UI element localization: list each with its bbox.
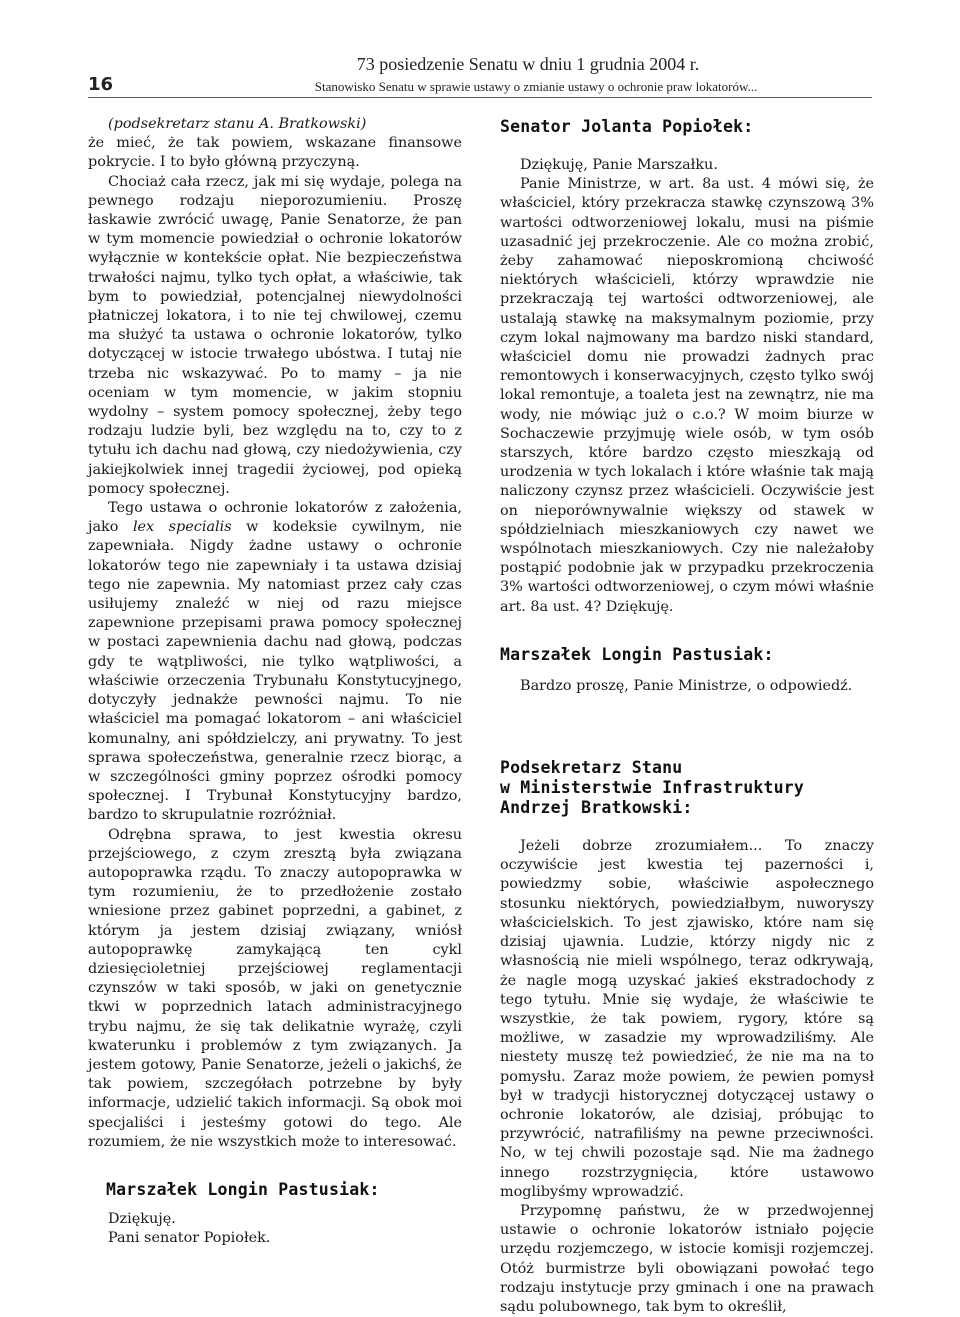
left-column	[88, 115, 462, 1248]
statement: Pani senator Popiołek.	[108, 1230, 271, 1247]
speaker-heading: Senator Jolanta Popiołek:	[500, 117, 754, 136]
speaker-title-line: Podsekretarz Stanu	[500, 758, 683, 778]
paragraph-text: Tego ustawa o ochronie lokatorów z założenia, jako	[88, 500, 462, 536]
running-subtitle: Stanowisko Senatu w sprawie ustawy o zmianie ustawy o ochronie praw lokatorów...	[314, 79, 758, 94]
speaker-title-line: Andrzej Bratkowski:	[500, 798, 693, 818]
statement: Dziękuję.	[108, 1210, 176, 1227]
paragraph: Przypomnę państwu, że w przedwojennej ustawie o ochronie lokatorów istniało pojęcie urzędu rozjemczego, w istocie komisji rozjemczej. Otóż burmistrze byli obowiązani powołać tego rodzaju instytucje przy gminach i one na prawach sądu polubownego, tak bym to określił,	[500, 1202, 874, 1315]
speaker-heading: Marszałek Longin Pastusiak:	[500, 644, 774, 664]
statement: Dziękuję, Panie Marszałku.	[520, 157, 718, 173]
paragraph-text: w kodeksie cywilnym, nie zapewniała. Nigdy żadne ustawy o ochronie lokatorów tego nie zapewniały i ta ustawa dzisiaj tego nie zapewnia. My natomiast przez cały czas usiłujemy znaleźć w niej od razu miejsce zapewnione przepisami prawa pomocy społecznej w postaci zapewnienia dachu nad głową, podczas gdy te wątpliwości, nie tylko wątpliwości, a właściwie orzeczenia Trybunału Konstytucyjnego, dotyczyły jednakże pewności najmu. To nie właściciel ma pomagać lokatorom – ani właściciel komunalny, ani spółdzielczy, ani prywatny. To jest sprawa społeczeństwa, generalnie rzecz biorąc, a w szczególności gminy poprzez ośrodki pomocy społecznej. I Trybunał Konstytucyjny bardzo, bardzo to skrupulatnie rozróżniał.	[88, 519, 463, 824]
paragraph: Panie Ministrze, w art. 8a ust. 4 mówi się, że właściciel, który przekracza stawkę czynszową 3% wartości odtworzeniowej lokalu, musi na piśmie uzasadnić jej przekroczenie. Ale co można zrobić, żeby zahamować nieposkromioną chciwość niektórych właścicieli, którzy wprawdzie nie przekraczają tej wartości odtworzeniowej, ale ustalają stawkę na maksymalnym poziomie, przy czym lokal najmowany ma bardzo niski standard, właściciel domu nie prowadzi żadnych prac remontowych i konserwacyjnych, często tylko swój lokal remontuje, a toaleta jest na zewnątrz, nie ma wody, nie mówiąc już o c.o.? W moim biurze w Sochaczewie przyjmuję wiele osób, w tym osób starszych, które bardzo często mieszkają od urodzenia w tych lokalach i które właśnie tak mają naliczony czynsz przez właścicieli. Oczywiście jest on nieporównywalnie większy od stawek w spółdzielniach mieszkaniowych czy nawet we wspólnotach mieszkaniowych. Czy nie należałoby postąpić podobnie jak w przypadku przekroczenia 3% wartości odtworzeniowej, o czym mówi właśnie art. 8a ust. 4? Dziękuję.	[500, 176, 874, 615]
paragraph: Jeżeli dobrze zrozumiałem... To znaczy oczywiście jest kwestia tej pazerności i, powiedzmy sobie, właściwie aspołecznego stosunku niektórych, powiedziałbym, nuworyszy właścicielskich. To jest zjawisko, które nam się dzisiaj ujawnia. Ludzie, którzy nigdy nic z własnością nie mieli wspólnego, teraz odkrywają, że nagle mogą uzyskać jakieś ekstradochody z tego tytułu. Mnie się wydaje, że właściwie te wszystkie, że tak powiem, rygory, które są możliwe, w zasadzie my wprowadziliśmy. Ale niestety muszę też powiedzieć, że nie ma na to pomysłu. Zaraz może powiem, że pewien pomysł był w tradycji historycznej dotyczącej ustawy o ochronie lokatorów, ale dzisiaj, próbując to przywrócić, natrafiliśmy na pewne przeciwności. No, w tej chwili pozostaje sąd. Nie ma żadnego innego rozstrzygnięcia, które ustawowo moglibyśmy wprowadzić.	[500, 838, 874, 1200]
statement: Bardzo proszę, Panie Ministrze, o odpowiedź.	[520, 677, 853, 694]
speaker-heading: Marszałek Longin Pastusiak:	[106, 1179, 380, 1199]
running-title: 73 posiedzenie Senatu w dniu 1 grudnia 2004 r.	[356, 54, 700, 74]
latin-term: lex specialis	[132, 519, 232, 536]
right-column	[500, 115, 874, 1317]
header-rule	[88, 97, 872, 98]
speaker-title-line: w Ministerstwie Infrastruktury	[500, 778, 805, 798]
page-number: 16	[88, 74, 114, 95]
speaker-note: (podsekretarz stanu A. Bratkowski)	[108, 116, 367, 132]
paragraph: Odrębna sprawa, to jest kwestia okresu przejściowego, z czym zresztą była związana autopoprawka rządu. To znaczy autopoprawka w tym rozumieniu, że to przedłożenie zostało wniesione przez gabinet poprzedni, a gabinet, z którym ja jestem dzisiaj związany, wniósł autopoprawkę zamykającą ten cykl dziesięcioletniej przejściowej reglamentacji czynszów w taki sposób, w jaki on genetycznie tkwi w poprzednich latach administracyjnego trybu najmu, że się tak delikatnie wyrażę, czyli kwaterunku i problemów z tym związanych. Ja jestem gotowy, Panie Senatorze, jeżeli o jakichś, że tak powiem, szczegółach potrzebne by były informacje, udzielić takich informacji. Są obok moi specjaliści i jesteśmy gotowi do tego. Ale rozumiem, że nie wszystkich może to interesować.	[88, 826, 462, 1150]
paragraph: że mieć, że tak powiem, wskazane finansowe pokrycie. I to było główną przyczyną.	[88, 135, 462, 171]
paragraph: Chociaż cała rzecz, jak mi się wydaje, polega na pewnego rodzaju nieporozumieniu. Proszę łaskawie zwrócić uwagę, Panie Senatorze, że pan w tym momencie powiedział o ochronie lokatorów wyłącznie w kontekście opłat. Nie bezpieczeństwa trwałości najmu, tylko tych opłat, a właściwie, tak bym to powiedział, potencjalnej niewydolności płatniczej lokatora, i to nie tej chwilowej, czemu ma służyć ta ustawa o ochronie lokatorów, tylko dotyczącej w istocie trwałego ubóstwa. I tutaj nie trzeba nic wskazywać. Po to mamy – ja nie oceniam w tym momencie, w jakim stopniu wydolny – system pomocy społecznej, żeby tego rodzaju ludzie byli, bez względu na to, czy to z tytułu ich dachu nad głową, czy niedożywienia, czy jakiejkolwiek innej tragedii życiowej, pod opieką pomocy społecznej.	[88, 173, 462, 497]
speaker-heading	[500, 758, 874, 818]
paragraph	[88, 499, 462, 825]
